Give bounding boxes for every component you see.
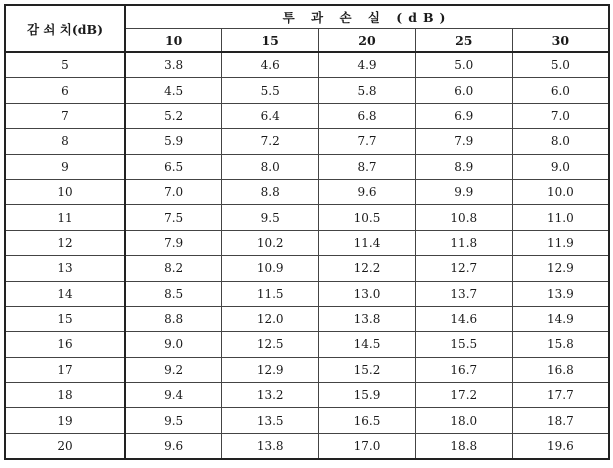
table-body: [5, 52, 609, 459]
table-cell: 8.8: [222, 179, 319, 204]
table-row: [5, 205, 609, 230]
table-cell: 11.8: [415, 230, 512, 255]
table-cell: 18.7: [512, 408, 609, 433]
row-label: 12: [5, 230, 125, 255]
table-cell: 7.0: [125, 179, 222, 204]
table-row: [5, 52, 609, 78]
table-cell: 17.2: [415, 383, 512, 408]
table-container: [4, 4, 608, 464]
table-cell: 3.8: [125, 52, 222, 78]
table-cell: 12.0: [222, 306, 319, 331]
table-cell: 7.9: [125, 230, 222, 255]
table-cell: 6.5: [125, 154, 222, 179]
table-cell: 9.5: [125, 408, 222, 433]
table-cell: 5.0: [512, 52, 609, 78]
row-label: 20: [5, 433, 125, 459]
table-cell: 11.9: [512, 230, 609, 255]
table-cell: 13.5: [222, 408, 319, 433]
table-row: [5, 281, 609, 306]
table-row: [5, 256, 609, 281]
row-label: 17: [5, 357, 125, 382]
table-cell: 4.9: [319, 52, 416, 78]
corner-header: 감 쇠 치(dB): [5, 5, 125, 52]
table-cell: 8.8: [125, 306, 222, 331]
table-cell: 17.0: [319, 433, 416, 459]
row-label: 18: [5, 383, 125, 408]
table-cell: 8.9: [415, 154, 512, 179]
table-cell: 18.0: [415, 408, 512, 433]
table-cell: 16.5: [319, 408, 416, 433]
table-cell: 12.2: [319, 256, 416, 281]
table-cell: 13.7: [415, 281, 512, 306]
row-label: 6: [5, 78, 125, 103]
transmission-loss-header: 투 과 손 실 (dB): [125, 5, 609, 29]
header-row-group: [5, 5, 609, 29]
table-cell: 6.4: [222, 103, 319, 128]
table-cell: 13.8: [319, 306, 416, 331]
table-row: [5, 129, 609, 154]
table-cell: 5.5: [222, 78, 319, 103]
table-cell: 11.5: [222, 281, 319, 306]
table-cell: 15.2: [319, 357, 416, 382]
table-row: [5, 103, 609, 128]
table-cell: 10.8: [415, 205, 512, 230]
table-cell: 9.0: [512, 154, 609, 179]
table-cell: 16.7: [415, 357, 512, 382]
row-label: 7: [5, 103, 125, 128]
row-label: 14: [5, 281, 125, 306]
table-cell: 11.4: [319, 230, 416, 255]
table-cell: 14.5: [319, 332, 416, 357]
table-cell: 18.8: [415, 433, 512, 459]
table-cell: 16.8: [512, 357, 609, 382]
table-cell: 14.9: [512, 306, 609, 331]
row-label: 10: [5, 179, 125, 204]
column-header: 30: [512, 29, 609, 53]
table-cell: 9.9: [415, 179, 512, 204]
table-cell: 8.5: [125, 281, 222, 306]
table-cell: 6.8: [319, 103, 416, 128]
table-cell: 7.9: [415, 129, 512, 154]
table-cell: 4.5: [125, 78, 222, 103]
table-cell: 7.2: [222, 129, 319, 154]
row-label: 19: [5, 408, 125, 433]
table-cell: 9.2: [125, 357, 222, 382]
table-row: [5, 230, 609, 255]
row-label: 13: [5, 256, 125, 281]
table-cell: 5.0: [415, 52, 512, 78]
table-cell: 9.0: [125, 332, 222, 357]
table-cell: 4.6: [222, 52, 319, 78]
table-cell: 15.9: [319, 383, 416, 408]
row-label: 11: [5, 205, 125, 230]
table-cell: 7.7: [319, 129, 416, 154]
table-cell: 12.9: [222, 357, 319, 382]
table-row: [5, 332, 609, 357]
table-row: [5, 433, 609, 459]
table-cell: 15.8: [512, 332, 609, 357]
table-row: [5, 78, 609, 103]
row-label: 9: [5, 154, 125, 179]
table-cell: 5.8: [319, 78, 416, 103]
table-row: [5, 383, 609, 408]
table-cell: 12.5: [222, 332, 319, 357]
table-cell: 13.9: [512, 281, 609, 306]
table-cell: 13.8: [222, 433, 319, 459]
row-label: 8: [5, 129, 125, 154]
table-cell: 13.0: [319, 281, 416, 306]
table-cell: 8.7: [319, 154, 416, 179]
table-cell: 10.9: [222, 256, 319, 281]
table-cell: 9.6: [125, 433, 222, 459]
table-cell: 9.6: [319, 179, 416, 204]
column-header: 20: [319, 29, 416, 53]
table-header: [5, 5, 609, 52]
table-cell: 10.0: [512, 179, 609, 204]
table-cell: 11.0: [512, 205, 609, 230]
table-cell: 15.5: [415, 332, 512, 357]
table-cell: 14.6: [415, 306, 512, 331]
table-row: [5, 408, 609, 433]
table-cell: 17.7: [512, 383, 609, 408]
table-cell: 7.0: [512, 103, 609, 128]
row-label: 15: [5, 306, 125, 331]
attenuation-table: [4, 4, 610, 460]
row-label: 16: [5, 332, 125, 357]
table-cell: 13.2: [222, 383, 319, 408]
column-header: 25: [415, 29, 512, 53]
table-cell: 8.0: [512, 129, 609, 154]
table-cell: 19.6: [512, 433, 609, 459]
table-cell: 5.9: [125, 129, 222, 154]
table-cell: 5.2: [125, 103, 222, 128]
table-cell: 6.9: [415, 103, 512, 128]
column-header: 10: [125, 29, 222, 53]
table-cell: 9.4: [125, 383, 222, 408]
table-row: [5, 179, 609, 204]
column-header: 15: [222, 29, 319, 53]
table-row: [5, 357, 609, 382]
table-cell: 12.7: [415, 256, 512, 281]
table-row: [5, 306, 609, 331]
table-cell: 7.5: [125, 205, 222, 230]
table-cell: 6.0: [512, 78, 609, 103]
table-cell: 8.0: [222, 154, 319, 179]
table-cell: 9.5: [222, 205, 319, 230]
table-cell: 8.2: [125, 256, 222, 281]
table-cell: 6.0: [415, 78, 512, 103]
table-row: [5, 154, 609, 179]
table-cell: 12.9: [512, 256, 609, 281]
table-cell: 10.2: [222, 230, 319, 255]
table-cell: 10.5: [319, 205, 416, 230]
row-label: 5: [5, 52, 125, 78]
